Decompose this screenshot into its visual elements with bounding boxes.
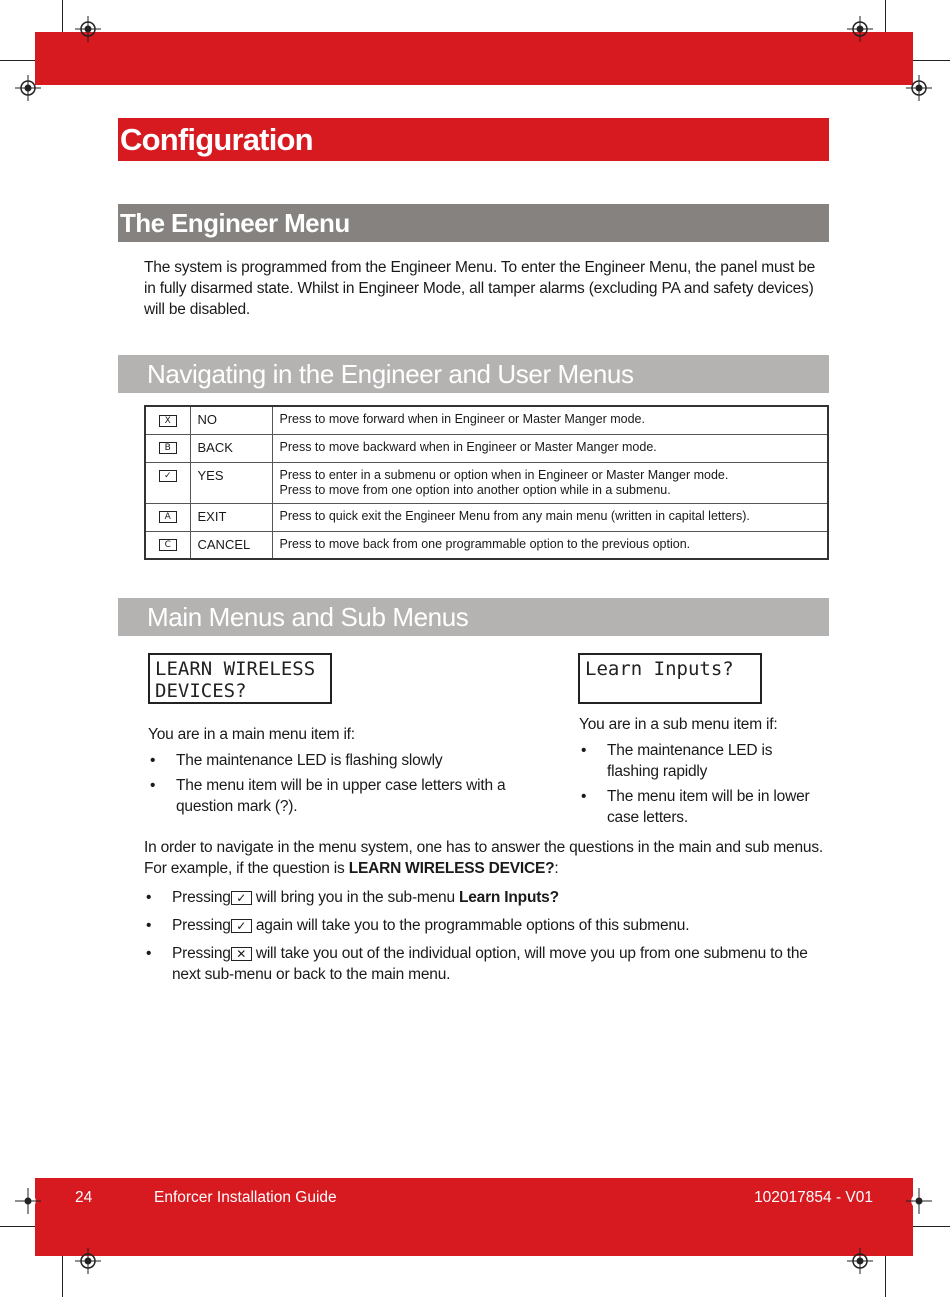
registration-mark-icon <box>75 16 101 42</box>
example-question: LEARN WIRELESS DEVICE? <box>348 860 555 877</box>
list-item: • Pressing ✕ will take you out of the individual option, will move you up from one submenu to the next sub-menu or back to the main menu. <box>144 943 834 985</box>
document-code: 102017854 - V01 <box>754 1189 873 1206</box>
key-name: NO <box>190 406 272 434</box>
main-menu-label: You are in a main menu item if: <box>148 726 355 743</box>
list-item: • The maintenance LED is flashing rapidly <box>579 740 819 782</box>
navigation-paragraph: In order to navigate in the menu system, one has to answer the questions in the main and sub menus. For example, if the question is LEARN WIRELESS DEVICE?: <box>144 839 823 877</box>
key-function-table <box>144 405 829 560</box>
key-description: Press to enter in a submenu or option when in Engineer or Master Manger mode. <box>279 467 729 482</box>
key-description: Press to move backward when in Engineer or Master Manger mode. <box>272 434 828 462</box>
registration-mark-icon <box>906 1188 932 1214</box>
navigation-steps <box>144 887 834 989</box>
page-number: 24 <box>75 1189 93 1206</box>
registration-mark-icon <box>15 1188 41 1214</box>
list-item: • The menu item will be in upper case letters with a question mark (?). <box>148 775 528 817</box>
key-description-line-2: Press to move from one option into another option while in a submenu. <box>279 482 671 497</box>
table-row <box>145 462 828 503</box>
back-key-icon: B <box>159 442 177 454</box>
engineer-menu-heading: The Engineer Menu <box>118 204 829 242</box>
key-name: EXIT <box>190 503 272 531</box>
exit-key-icon: A <box>159 511 177 523</box>
registration-mark-icon <box>15 75 41 101</box>
page-title: Configuration <box>118 118 829 161</box>
lcd-main-menu-display: LEARN WIRELESS DEVICES? <box>148 653 332 704</box>
key-description: Press to move back from one programmable option to the previous option. <box>272 531 828 559</box>
list-item: • The menu item will be in lower case letters. <box>579 786 819 828</box>
registration-mark-icon <box>75 1248 101 1274</box>
list-item: • The maintenance LED is flashing slowly <box>148 750 528 771</box>
key-description: Press to move forward when in Engineer or Master Manger mode. <box>272 406 828 434</box>
no-key-icon: ✕ <box>231 947 252 961</box>
sub-menu-bullets <box>579 740 819 832</box>
registration-mark-icon <box>847 1248 873 1274</box>
key-name: CANCEL <box>190 531 272 559</box>
main-menu-bullets <box>148 750 528 821</box>
yes-key-icon: ✓ <box>231 919 252 933</box>
cancel-key-icon: C <box>159 539 177 551</box>
table-row <box>145 503 828 531</box>
sub-menu-label: You are in a sub menu item if: <box>579 716 778 733</box>
navigating-heading: Navigating in the Engineer and User Menus <box>118 355 829 393</box>
registration-mark-icon <box>906 75 932 101</box>
table-row <box>145 406 828 434</box>
guide-title: Enforcer Installation Guide <box>154 1189 337 1206</box>
table-row <box>145 434 828 462</box>
lcd-sub-menu-display: Learn Inputs? <box>578 653 762 704</box>
main-sub-heading: Main Menus and Sub Menus <box>118 598 829 636</box>
registration-mark-icon <box>847 16 873 42</box>
no-key-icon: X <box>159 415 177 427</box>
table-row <box>145 531 828 559</box>
key-name: BACK <box>190 434 272 462</box>
key-name: YES <box>190 462 272 503</box>
list-item: • Pressing ✓ will bring you in the sub-menu Learn Inputs? <box>144 887 834 908</box>
top-red-band <box>35 32 913 85</box>
key-description: Press to quick exit the Engineer Menu from any main menu (written in capital letters). <box>272 503 828 531</box>
yes-key-icon: ✓ <box>159 470 177 482</box>
yes-key-icon: ✓ <box>231 891 252 905</box>
engineer-menu-intro: The system is programmed from the Engineer Menu. To enter the Engineer Menu, the panel must be in fully disarmed state. Whilst in Engineer Mode, all tamper alarms (excluding PA and safety devices) will be disabled. <box>144 259 816 318</box>
list-item: • Pressing ✓ again will take you to the programmable options of this submenu. <box>144 915 834 936</box>
